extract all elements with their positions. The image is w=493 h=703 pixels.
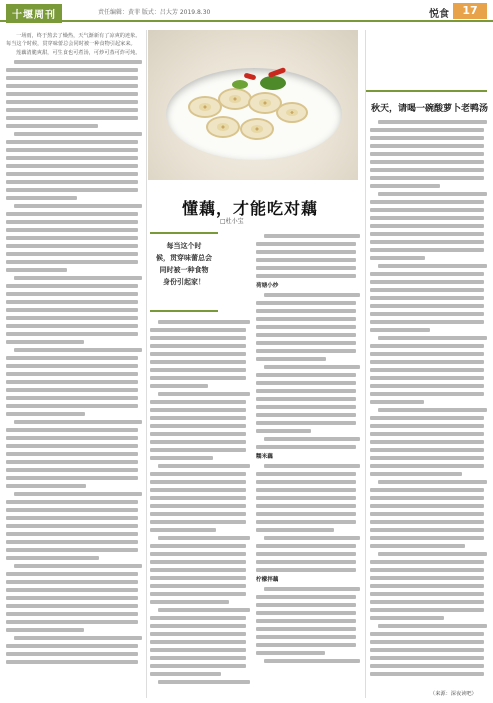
body-text-lines — [256, 462, 360, 574]
text-line — [370, 182, 487, 190]
text-line — [6, 634, 142, 642]
text-line — [370, 262, 487, 270]
text-line — [370, 134, 487, 142]
pull-quote-line: 候，贯穿味蕾总会 — [156, 254, 212, 262]
body-text-lines — [256, 291, 360, 451]
text-line — [150, 518, 250, 526]
text-line — [256, 395, 360, 403]
text-line — [256, 641, 360, 649]
text-line — [370, 198, 487, 206]
text-line — [256, 550, 360, 558]
text-line — [370, 318, 487, 326]
text-line — [6, 562, 142, 570]
text-line — [6, 306, 142, 314]
text-line — [370, 334, 487, 342]
body-text-lines — [6, 58, 142, 666]
text-line — [150, 534, 250, 542]
text-line — [6, 98, 142, 106]
text-line — [6, 490, 142, 498]
text-line — [256, 371, 360, 379]
text-line — [256, 411, 360, 419]
text-line — [6, 602, 142, 610]
text-line — [370, 590, 487, 598]
text-line — [370, 414, 487, 422]
text-line — [6, 474, 142, 482]
text-line — [256, 649, 360, 657]
text-line — [6, 394, 142, 402]
text-line — [6, 658, 142, 666]
text-line — [256, 593, 360, 601]
text-line — [370, 206, 487, 214]
text-line — [6, 314, 142, 322]
text-line — [370, 390, 487, 398]
text-line — [6, 402, 142, 410]
text-line — [150, 590, 250, 598]
text-line — [6, 266, 142, 274]
text-line — [370, 310, 487, 318]
text-line — [150, 486, 250, 494]
text-line — [256, 315, 360, 323]
text-line — [370, 430, 487, 438]
text-line — [6, 106, 142, 114]
text-line — [256, 240, 360, 248]
text-line — [370, 190, 487, 198]
text-line — [370, 478, 487, 486]
text-line — [150, 454, 250, 462]
lotus-slice-image — [218, 88, 252, 110]
text-line — [370, 550, 487, 558]
text-line — [256, 291, 360, 299]
text-line — [370, 158, 487, 166]
text-line — [6, 338, 142, 346]
text-line — [370, 446, 487, 454]
lotus-slice-image — [188, 96, 222, 118]
text-line — [370, 358, 487, 366]
text-line — [6, 234, 142, 242]
text-line — [370, 470, 487, 478]
text-line — [6, 250, 142, 258]
text-line — [256, 403, 360, 411]
text-line — [256, 566, 360, 574]
text-line — [370, 494, 487, 502]
text-line — [256, 379, 360, 387]
text-line — [370, 454, 487, 462]
text-line — [150, 318, 250, 326]
text-line — [150, 654, 250, 662]
scallion-garnish-image — [232, 80, 248, 89]
body-text-lines — [256, 585, 360, 665]
text-line — [370, 630, 487, 638]
text-line — [6, 146, 142, 154]
text-line — [150, 414, 250, 422]
text-line — [6, 458, 142, 466]
text-line — [150, 382, 250, 390]
text-line — [6, 178, 142, 186]
text-line — [370, 534, 487, 542]
text-line — [256, 625, 360, 633]
text-line — [150, 566, 250, 574]
text-line — [6, 578, 142, 586]
text-line — [6, 114, 142, 122]
text-line — [370, 214, 487, 222]
text-line — [6, 74, 142, 82]
text-line — [256, 339, 360, 347]
text-line — [150, 622, 250, 630]
text-line — [6, 618, 142, 626]
lotus-slice-image — [276, 102, 308, 123]
section-name: 悦食 — [429, 9, 449, 20]
text-line — [150, 630, 250, 638]
text-line — [256, 526, 360, 534]
text-line — [370, 574, 487, 582]
text-line — [370, 622, 487, 630]
left-column — [6, 32, 142, 696]
text-line — [256, 299, 360, 307]
text-line — [6, 298, 142, 306]
text-line — [150, 542, 250, 550]
text-line — [6, 90, 142, 98]
lotus-root-dish-photo — [148, 30, 358, 180]
column-divider — [365, 30, 366, 698]
text-line — [370, 566, 487, 574]
text-line — [370, 662, 487, 670]
text-line — [370, 462, 487, 470]
body-text-lines — [150, 318, 250, 686]
pull-quote-line: 每当这个时 — [166, 242, 202, 250]
text-line — [6, 242, 142, 250]
text-line — [150, 430, 250, 438]
text-line — [370, 230, 487, 238]
text-line — [370, 558, 487, 566]
text-line — [370, 238, 487, 246]
text-line — [256, 585, 360, 593]
text-line — [256, 347, 360, 355]
text-line — [150, 366, 250, 374]
masthead: 十堰周刊 — [6, 4, 62, 23]
text-line — [6, 586, 142, 594]
text-line — [6, 530, 142, 538]
text-line — [370, 518, 487, 526]
text-line — [6, 274, 142, 282]
text-line — [370, 606, 487, 614]
text-line — [6, 554, 142, 562]
text-line — [6, 426, 142, 434]
text-line — [370, 382, 487, 390]
text-line — [150, 510, 250, 518]
text-line — [150, 502, 250, 510]
text-line — [370, 142, 487, 150]
right-column — [370, 118, 487, 690]
page-header — [0, 0, 493, 22]
text-line — [370, 294, 487, 302]
text-line — [150, 398, 250, 406]
text-line — [6, 186, 142, 194]
text-line — [6, 498, 142, 506]
text-line — [6, 506, 142, 514]
text-line — [6, 82, 142, 90]
text-line — [150, 574, 250, 582]
text-line — [6, 442, 142, 450]
text-line — [6, 546, 142, 554]
text-line — [256, 323, 360, 331]
text-line — [370, 374, 487, 382]
text-line — [6, 202, 142, 210]
text-line — [370, 174, 487, 182]
text-line — [150, 582, 250, 590]
text-line — [256, 248, 360, 256]
left-paragraph: 莲藕清脆爽甜，可生食也可煮汤，可炒可蒸可炸可炖。 — [16, 50, 141, 56]
text-line — [150, 406, 250, 414]
mid-left-column — [150, 318, 250, 696]
text-line — [370, 166, 487, 174]
text-line — [6, 610, 142, 618]
text-line — [6, 418, 142, 426]
text-line — [256, 518, 360, 526]
text-line — [6, 650, 142, 658]
text-line — [256, 470, 360, 478]
text-line — [150, 334, 250, 342]
pull-quote — [150, 232, 218, 312]
text-line — [150, 678, 250, 686]
text-line — [370, 614, 487, 622]
left-paragraph: 一场雨，终于熬去了燥热，天气渐新有了凉爽的迹象。每当这个时候，贯穿味蕾总会同时被一种食物引起家来。 — [6, 33, 141, 47]
text-line — [6, 514, 142, 522]
text-line — [6, 226, 142, 234]
text-line — [370, 406, 487, 414]
column-divider — [146, 30, 147, 698]
text-line — [370, 502, 487, 510]
text-line — [256, 435, 360, 443]
text-line — [150, 526, 250, 534]
text-line — [256, 609, 360, 617]
text-line — [6, 210, 142, 218]
text-line — [150, 390, 250, 398]
text-line — [370, 270, 487, 278]
text-line — [370, 542, 487, 550]
text-line — [256, 510, 360, 518]
editor-credits: 责任编辑：黄菲 版式：吕大芳 2019.8.30 — [98, 9, 211, 16]
text-line — [150, 358, 250, 366]
pull-quote-line: 同时被一种食物 — [159, 266, 209, 274]
text-line — [370, 118, 487, 126]
text-line — [150, 446, 250, 454]
text-line — [256, 494, 360, 502]
text-line — [256, 427, 360, 435]
sidebar-rule — [366, 90, 487, 92]
text-line — [150, 494, 250, 502]
text-line — [370, 254, 487, 262]
text-line — [6, 330, 142, 338]
text-line — [370, 582, 487, 590]
lotus-slice-image — [206, 116, 240, 138]
text-line — [6, 642, 142, 650]
sidebar-credit: （来源：深夜读吧） — [430, 691, 477, 697]
text-line — [256, 331, 360, 339]
text-line — [256, 502, 360, 510]
text-line — [256, 256, 360, 264]
text-line — [6, 322, 142, 330]
text-line — [370, 526, 487, 534]
text-line — [370, 438, 487, 446]
text-line — [6, 482, 142, 490]
text-line — [150, 614, 250, 622]
text-line — [150, 438, 250, 446]
text-line — [256, 534, 360, 542]
text-line — [150, 550, 250, 558]
text-line — [6, 522, 142, 530]
text-line — [370, 598, 487, 606]
text-line — [6, 170, 142, 178]
text-line — [6, 354, 142, 362]
text-line — [256, 478, 360, 486]
text-line — [370, 398, 487, 406]
text-line — [6, 594, 142, 602]
page-number: 17 — [453, 3, 487, 19]
text-line — [150, 422, 250, 430]
text-line — [6, 138, 142, 146]
text-line — [6, 130, 142, 138]
text-line — [256, 633, 360, 641]
mid-right-column — [256, 232, 360, 696]
text-line — [6, 538, 142, 546]
text-line — [6, 410, 142, 418]
text-line — [6, 386, 142, 394]
text-line — [150, 342, 250, 350]
text-line — [256, 355, 360, 363]
body-text-lines — [256, 232, 360, 280]
lotus-slice-image — [240, 118, 274, 140]
text-line — [150, 326, 250, 334]
text-line — [256, 387, 360, 395]
text-line — [6, 434, 142, 442]
text-line — [256, 601, 360, 609]
article-title: 懂藕，才能吃对藕 — [182, 199, 319, 218]
text-line — [370, 326, 487, 334]
text-line — [6, 58, 142, 66]
text-line — [150, 662, 250, 670]
text-line — [370, 638, 487, 646]
text-line — [256, 307, 360, 315]
text-line — [6, 450, 142, 458]
text-line — [256, 657, 360, 665]
text-line — [370, 654, 487, 662]
text-line — [370, 350, 487, 358]
text-line — [6, 154, 142, 162]
text-line — [256, 264, 360, 272]
text-line — [370, 126, 487, 134]
text-line — [370, 342, 487, 350]
scallion-garnish-image — [260, 76, 286, 90]
text-line — [256, 419, 360, 427]
text-line — [256, 272, 360, 280]
text-line — [370, 222, 487, 230]
article-byline: □杜小宝 — [220, 218, 244, 225]
text-line — [150, 606, 250, 614]
text-line — [6, 122, 142, 130]
recipe-subhead: 糯米藕 — [256, 454, 273, 460]
text-line — [6, 258, 142, 266]
text-line — [6, 218, 142, 226]
text-line — [370, 302, 487, 310]
text-line — [6, 362, 142, 370]
text-line — [150, 350, 250, 358]
text-line — [370, 486, 487, 494]
text-line — [256, 486, 360, 494]
text-line — [370, 278, 487, 286]
text-line — [256, 462, 360, 470]
text-line — [6, 626, 142, 634]
text-line — [6, 162, 142, 170]
text-line — [150, 598, 250, 606]
text-line — [370, 150, 487, 158]
text-line — [256, 617, 360, 625]
text-line — [370, 646, 487, 654]
text-line — [150, 470, 250, 478]
text-line — [256, 232, 360, 240]
text-line — [150, 558, 250, 566]
text-line — [370, 422, 487, 430]
text-line — [6, 570, 142, 578]
text-line — [6, 346, 142, 354]
text-line — [150, 462, 250, 470]
text-line — [370, 670, 487, 678]
text-line — [6, 290, 142, 298]
text-line — [6, 370, 142, 378]
text-line — [6, 194, 142, 202]
text-line — [6, 282, 142, 290]
text-line — [256, 443, 360, 451]
sidebar-title: 秋天，请喝一碗酸萝卜老鸭汤 — [371, 104, 489, 114]
text-line — [150, 638, 250, 646]
text-line — [150, 670, 250, 678]
text-line — [150, 478, 250, 486]
text-line — [256, 363, 360, 371]
recipe-subhead: 柠檬拌藕 — [256, 577, 279, 583]
recipe-subhead: 荷塘小炒 — [256, 283, 279, 289]
text-line — [6, 66, 142, 74]
text-line — [370, 366, 487, 374]
text-line — [150, 374, 250, 382]
pull-quote-line: 身份引起家！ — [163, 278, 205, 286]
text-line — [150, 646, 250, 654]
text-line — [370, 510, 487, 518]
text-line — [256, 558, 360, 566]
text-line — [370, 246, 487, 254]
text-line — [370, 286, 487, 294]
text-line — [6, 466, 142, 474]
text-line — [256, 542, 360, 550]
body-text-lines — [370, 118, 487, 678]
text-line — [6, 378, 142, 386]
